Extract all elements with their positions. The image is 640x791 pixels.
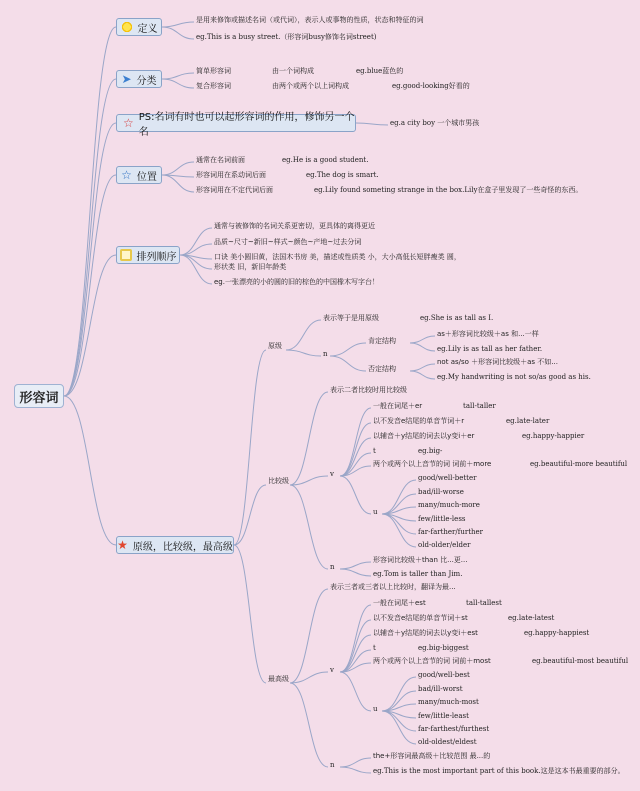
node-position[interactable] — [116, 166, 162, 184]
negate-eg: eg.My handwriting is not so/as good as his. — [437, 373, 591, 381]
comp-r4-t: t — [373, 447, 376, 455]
connector-curve — [162, 79, 194, 88]
connector-curve — [290, 392, 328, 485]
connector-curve — [340, 423, 371, 476]
pos-e2: eg.The dog is smart. — [306, 171, 379, 179]
sup-irr-2: many/much-most — [418, 698, 479, 706]
node-ps-label: PS:名词有时也可以起形容词的作用，修饰另一个名 — [138, 112, 355, 138]
paper-plane-icon: ➤ — [121, 72, 132, 86]
sup-r2-eg: eg.late-latest — [508, 614, 555, 622]
ps-eg: eg.a city boy 一个城市男孩 — [390, 119, 480, 127]
comp-irr-0: good/well-better — [418, 474, 477, 482]
comp-irr-2: many/much-more — [418, 501, 480, 509]
connector-curve — [64, 396, 116, 545]
cls-compound-desc: 由两个或两个以上词构成 — [272, 82, 349, 90]
node-degrees[interactable] — [116, 536, 234, 554]
cls-simple-eg: eg.blue蓝色的 — [356, 67, 404, 75]
comp-irr-1: bad/ill-worse — [418, 488, 464, 496]
node-degrees-label: 原级，比较级，最高级 — [132, 541, 233, 553]
connector-curve — [356, 123, 388, 125]
negate-rule: not as/so ＋形容词比较级＋as 不如... — [437, 358, 558, 366]
connector-curve — [340, 562, 371, 569]
node-order[interactable] — [116, 246, 180, 264]
connector-curve — [290, 683, 328, 767]
comp-r3: 以辅音＋y结尾的词去以y变i＋er — [373, 432, 475, 440]
connector-curve — [180, 228, 212, 255]
connector-curve — [340, 758, 371, 767]
cls-simple: 简单形容词 — [196, 67, 231, 75]
comp-irr-5: old-older/elder — [418, 541, 471, 549]
star-icon: ☆ — [121, 168, 132, 182]
connector-curve — [410, 364, 435, 371]
connector-curve — [340, 672, 371, 711]
star-outline-icon: ☆ — [123, 116, 134, 130]
pos-e1: eg.He is a good student. — [282, 156, 369, 164]
sup-irr-4: far-farthest/furthest — [418, 725, 490, 733]
connector-curve — [340, 476, 371, 514]
node-classification-label: 分类 — [136, 75, 157, 87]
sup-intro: 表示三者或三者以上比较时，翻译为最... — [330, 583, 456, 591]
sup-irr-3: few/little-least — [418, 712, 469, 720]
sup-irr-1: bad/ill-worst — [418, 685, 463, 693]
connector-curve — [234, 545, 266, 683]
node-definition[interactable] — [116, 18, 162, 36]
sup-r5: 两个或两个以上音节的词 词前＋most — [373, 657, 491, 665]
sup-r1: 一般在词尾＋est — [373, 599, 426, 607]
connector-curve — [290, 589, 328, 683]
connector-curve — [234, 485, 266, 545]
comp-r5-eg: eg.beautiful-more beautiful — [530, 460, 628, 468]
comp-r4-eg: eg.big- — [418, 447, 443, 455]
comp-r5: 两个或两个以上音节的词 词前＋more — [373, 460, 492, 468]
sup-irr-0: good/well-best — [418, 671, 470, 679]
star-filled-icon: ★ — [117, 538, 128, 552]
root-node[interactable]: 形容词 — [14, 384, 64, 408]
pos-l3: 形容词用在不定代词后面 — [196, 186, 273, 194]
connector-curve — [290, 485, 328, 569]
pos-e3: eg.Lily found someting strange in the box.Lily在盒子里发现了一些奇怪的东西。 — [314, 186, 583, 194]
node-ps[interactable] — [116, 112, 356, 138]
order-l4: 形状类 旧，新旧年龄类 — [214, 263, 287, 271]
def-line1: 是用来修饰或描述名词（或代词），表示人或事物的性质，状态和特征的词 — [196, 16, 424, 24]
connector-curve — [330, 356, 366, 371]
connector-curve — [64, 255, 116, 396]
connector-curve — [410, 371, 435, 379]
connector-curve — [382, 480, 416, 514]
comp-intro: 表示二者比较时用比较级 — [330, 386, 407, 394]
sup-r1-eg: tall-tallest — [466, 599, 502, 607]
connector-curve — [382, 514, 416, 547]
connector-curve — [340, 620, 371, 672]
node-position-label: 位置 — [136, 171, 157, 183]
connector-curve — [180, 244, 212, 255]
comp-than: 形容词比较级＋than 比...更... — [373, 556, 468, 564]
comp-r1-eg: tall-taller — [463, 402, 496, 410]
superlative-label: 最高级 — [268, 675, 289, 683]
cls-simple-desc: 由一个词构成 — [272, 67, 314, 75]
cls-compound-eg: eg.good-looking好看的 — [392, 82, 470, 90]
square-icon — [120, 249, 132, 261]
connector-curve — [64, 79, 116, 396]
comparative-label: 比较级 — [268, 477, 289, 485]
affirm-eg: eg.Lily is as tall as her father. — [437, 345, 543, 353]
sup-r4-eg: eg.big-biggest — [418, 644, 469, 652]
sup-n: n — [330, 761, 335, 769]
sup-r3: 以辅音＋y结尾的词去以y变i＋est — [373, 629, 478, 637]
comp-n: n — [330, 563, 335, 571]
connector-curve — [410, 343, 435, 351]
connector-curve — [286, 320, 321, 350]
connector-curve — [340, 767, 371, 773]
negate-label: 否定结构 — [368, 365, 396, 373]
connector-curve — [340, 605, 371, 672]
node-order-label: 排列顺序 — [136, 251, 177, 263]
connector-curve — [162, 27, 194, 39]
affirm-rule: as＋形容词比较级＋as 和...一样 — [437, 330, 539, 338]
sup-r2: 以不发音e结尾的单音节词＋st — [373, 614, 468, 622]
sun-icon — [121, 21, 133, 33]
comp-r1: 一般在词尾＋er — [373, 402, 423, 410]
order-l5: eg.一张漂亮的小的圆的旧的棕色的中国橡木写字台！ — [214, 278, 379, 286]
connector-curve — [382, 711, 416, 744]
connector-curve — [340, 408, 371, 476]
connector-curve — [162, 73, 194, 79]
sup-v: v — [330, 666, 334, 674]
sup-irr-u: u — [373, 705, 378, 713]
order-l2: 品质~尺寸~新旧~样式~颜色~产地~过去分词 — [214, 238, 362, 246]
connector-curve — [382, 677, 416, 711]
comp-v: v — [330, 470, 334, 478]
order-l3: 口诀 美小圆旧黄，法国木书房 美，描述或性质类 小，大小高低长短胖瘦类 圆， — [214, 253, 461, 261]
pos-equal-eg: eg.She is as tall as I. — [420, 314, 494, 322]
connector-curve — [162, 175, 194, 192]
comp-r2-eg: eg.late-later — [506, 417, 550, 425]
connector-curve — [340, 569, 371, 576]
sup-r5-eg: eg.beautiful-most beautiful — [532, 657, 629, 665]
connector-curve — [162, 162, 194, 175]
pos-equal: 表示等于是用原级 — [323, 314, 379, 322]
comp-r3-eg: eg.happy-happier — [522, 432, 585, 440]
connector-curve — [410, 336, 435, 343]
def-line2: eg.This is a busy street.（形容词busy修饰名词street) — [196, 33, 377, 41]
affirm-label: 肯定结构 — [368, 337, 396, 345]
sup-irr-5: old-oldest/eldest — [418, 738, 477, 746]
positive-label: 原级 — [268, 342, 282, 350]
comp-irr-4: far-farther/further — [418, 528, 484, 536]
node-definition-label: 定义 — [137, 23, 158, 35]
sup-r4-t: t — [373, 644, 376, 652]
connector-curve — [180, 255, 212, 284]
node-classification[interactable] — [116, 70, 162, 88]
cls-compound: 复合形容词 — [196, 82, 231, 90]
connector-curve — [64, 27, 116, 396]
connector-curve — [162, 22, 194, 27]
sup-the: the+形容词最高级＋比较范围 最...的 — [373, 752, 491, 760]
sup-r3-eg: eg.happy-happiest — [524, 629, 590, 637]
pos-l1: 通常在名词前面 — [196, 156, 245, 164]
comp-irr-u: u — [373, 508, 378, 516]
sup-the-eg: eg.This is the most important part of this book.这是这本书最重要的部分。 — [373, 767, 625, 775]
comp-r2: 以不发音e结尾的单音节词＋r — [373, 417, 465, 425]
pos-l2: 形容词用在系动词后面 — [196, 171, 266, 179]
connector-curve — [330, 343, 366, 356]
comp-than-eg: eg.Tom is taller than Jim. — [373, 570, 463, 578]
connector-curve — [286, 350, 321, 356]
connector-curve — [290, 476, 328, 485]
order-l1: 通常与被修饰的名词关系更密切，更具体的离得更近 — [214, 222, 375, 230]
comp-irr-3: few/little-less — [418, 515, 466, 523]
connector-curve — [290, 672, 328, 683]
pos-n: n — [323, 350, 328, 358]
